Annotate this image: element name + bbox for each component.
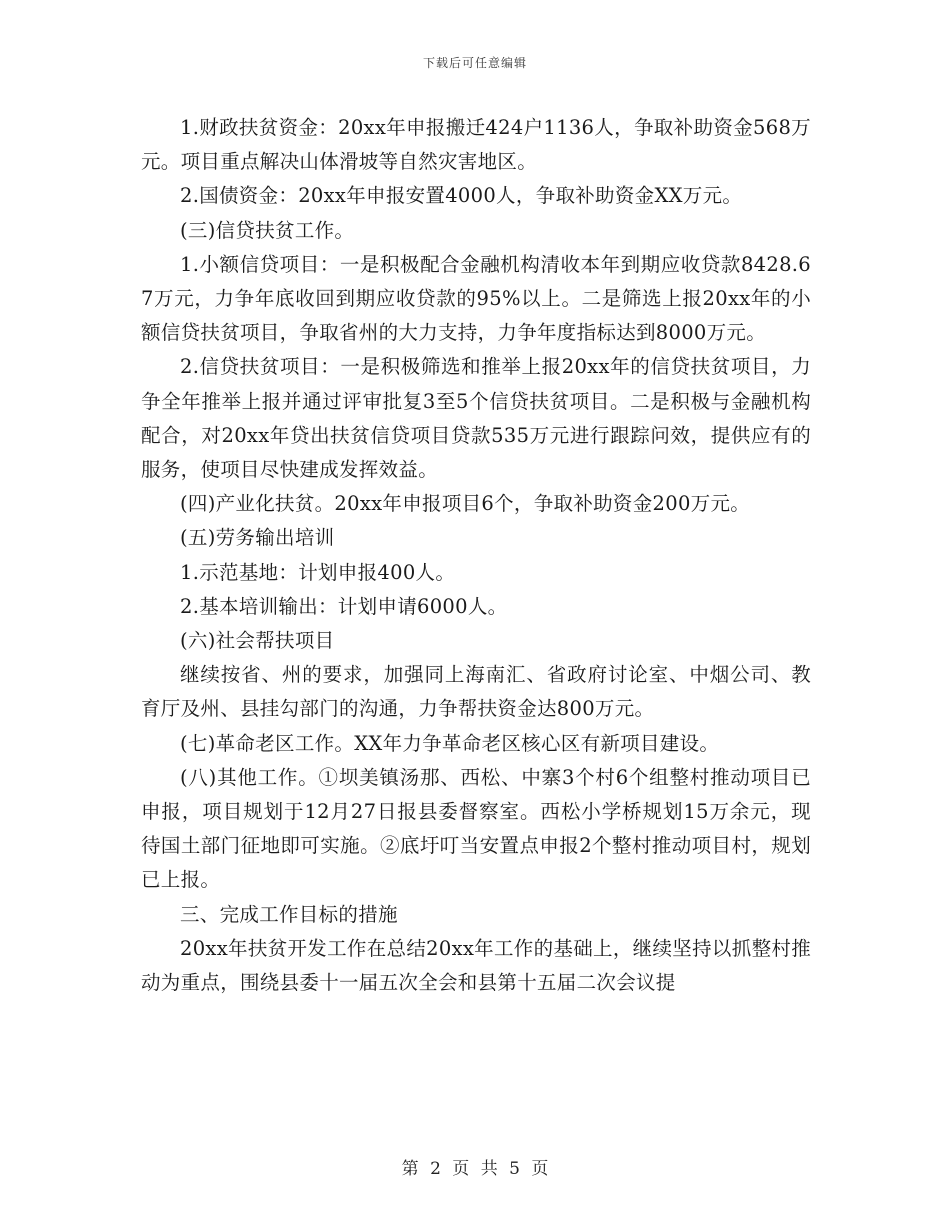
paragraph-12: (七)革命老区工作。XX年力争革命老区核心区有新项目建设。 — [180, 731, 720, 755]
paragraph-15: 20xx年扶贫开发工作在总结20xx年工作的基础上，继续坚持以抓整村推动为重点，围绕县委十一届五次全会和县第十五届二次会议提 — [141, 936, 811, 995]
page-header-note: 下载后可任意编辑 — [422, 56, 527, 70]
paragraph-7: (五)劳务输出培训 — [180, 526, 335, 550]
paragraph-10: (六)社会帮扶项目 — [180, 629, 335, 653]
paragraph-6: (四)产业化扶贫。20xx年申报项目6个，争取补助资金200万元。 — [180, 492, 751, 516]
paragraph-3: (三)信贷扶贫工作。 — [180, 218, 355, 242]
paragraph-1: 1.财政扶贫资金：20xx年申报搬迁424户1136人，争取补助资金568万元。项目重点解决山体滑坡等自然灾害地区。 — [141, 116, 811, 174]
paragraph-9: 2.基本培训输出：计划申请6000人。 — [180, 594, 508, 618]
paragraph-14: 三、完成工作目标的措施 — [180, 902, 398, 926]
document-body — [141, 111, 811, 1000]
paragraph-4: 1.小额信贷项目：一是积极配合金融机构清收本年到期应收贷款8428.67万元，力争年底收回到期应收贷款的95%以上。二是筛选上报20xx年的小额信贷扶贫项目，争取省州的大力支持，力争年度指标达到8000万元。 — [141, 252, 811, 345]
paragraph-2: 2.国债资金：20xx年申报安置4000人，争取补助资金XX万元。 — [180, 184, 743, 208]
paragraph-13: (八)其他工作。①坝美镇汤那、西松、中寨3个村6个组整村推动项目已申报，项目规划于12月27日报县委督察室。西松小学桥规划15万余元，现待国土部门征地即可实施。②底圩叮当安置点申报2个整村推动项目村，规划已上报。 — [141, 765, 811, 892]
paragraph-11: 继续按省、州的要求，加强同上海南汇、省政府讨论室、中烟公司、教育厅及州、县挂勾部门的沟通，力争帮扶资金达800万元。 — [141, 663, 811, 721]
page-number-footer: 第 2 页 共 5 页 — [401, 1159, 549, 1179]
paragraph-5: 2.信贷扶贫项目：一是积极筛选和推举上报20xx年的信贷扶贫项目，力争全年推举上报并通过评审批复3至5个信贷扶贫项目。二是积极与金融机构配合，对20xx年贷出扶贫信贷项目贷款535万元进行跟踪问效，提供应有的服务，使项目尽快建成发挥效益。 — [141, 355, 811, 482]
paragraph-8: 1.示范基地：计划申报400人。 — [180, 560, 456, 584]
